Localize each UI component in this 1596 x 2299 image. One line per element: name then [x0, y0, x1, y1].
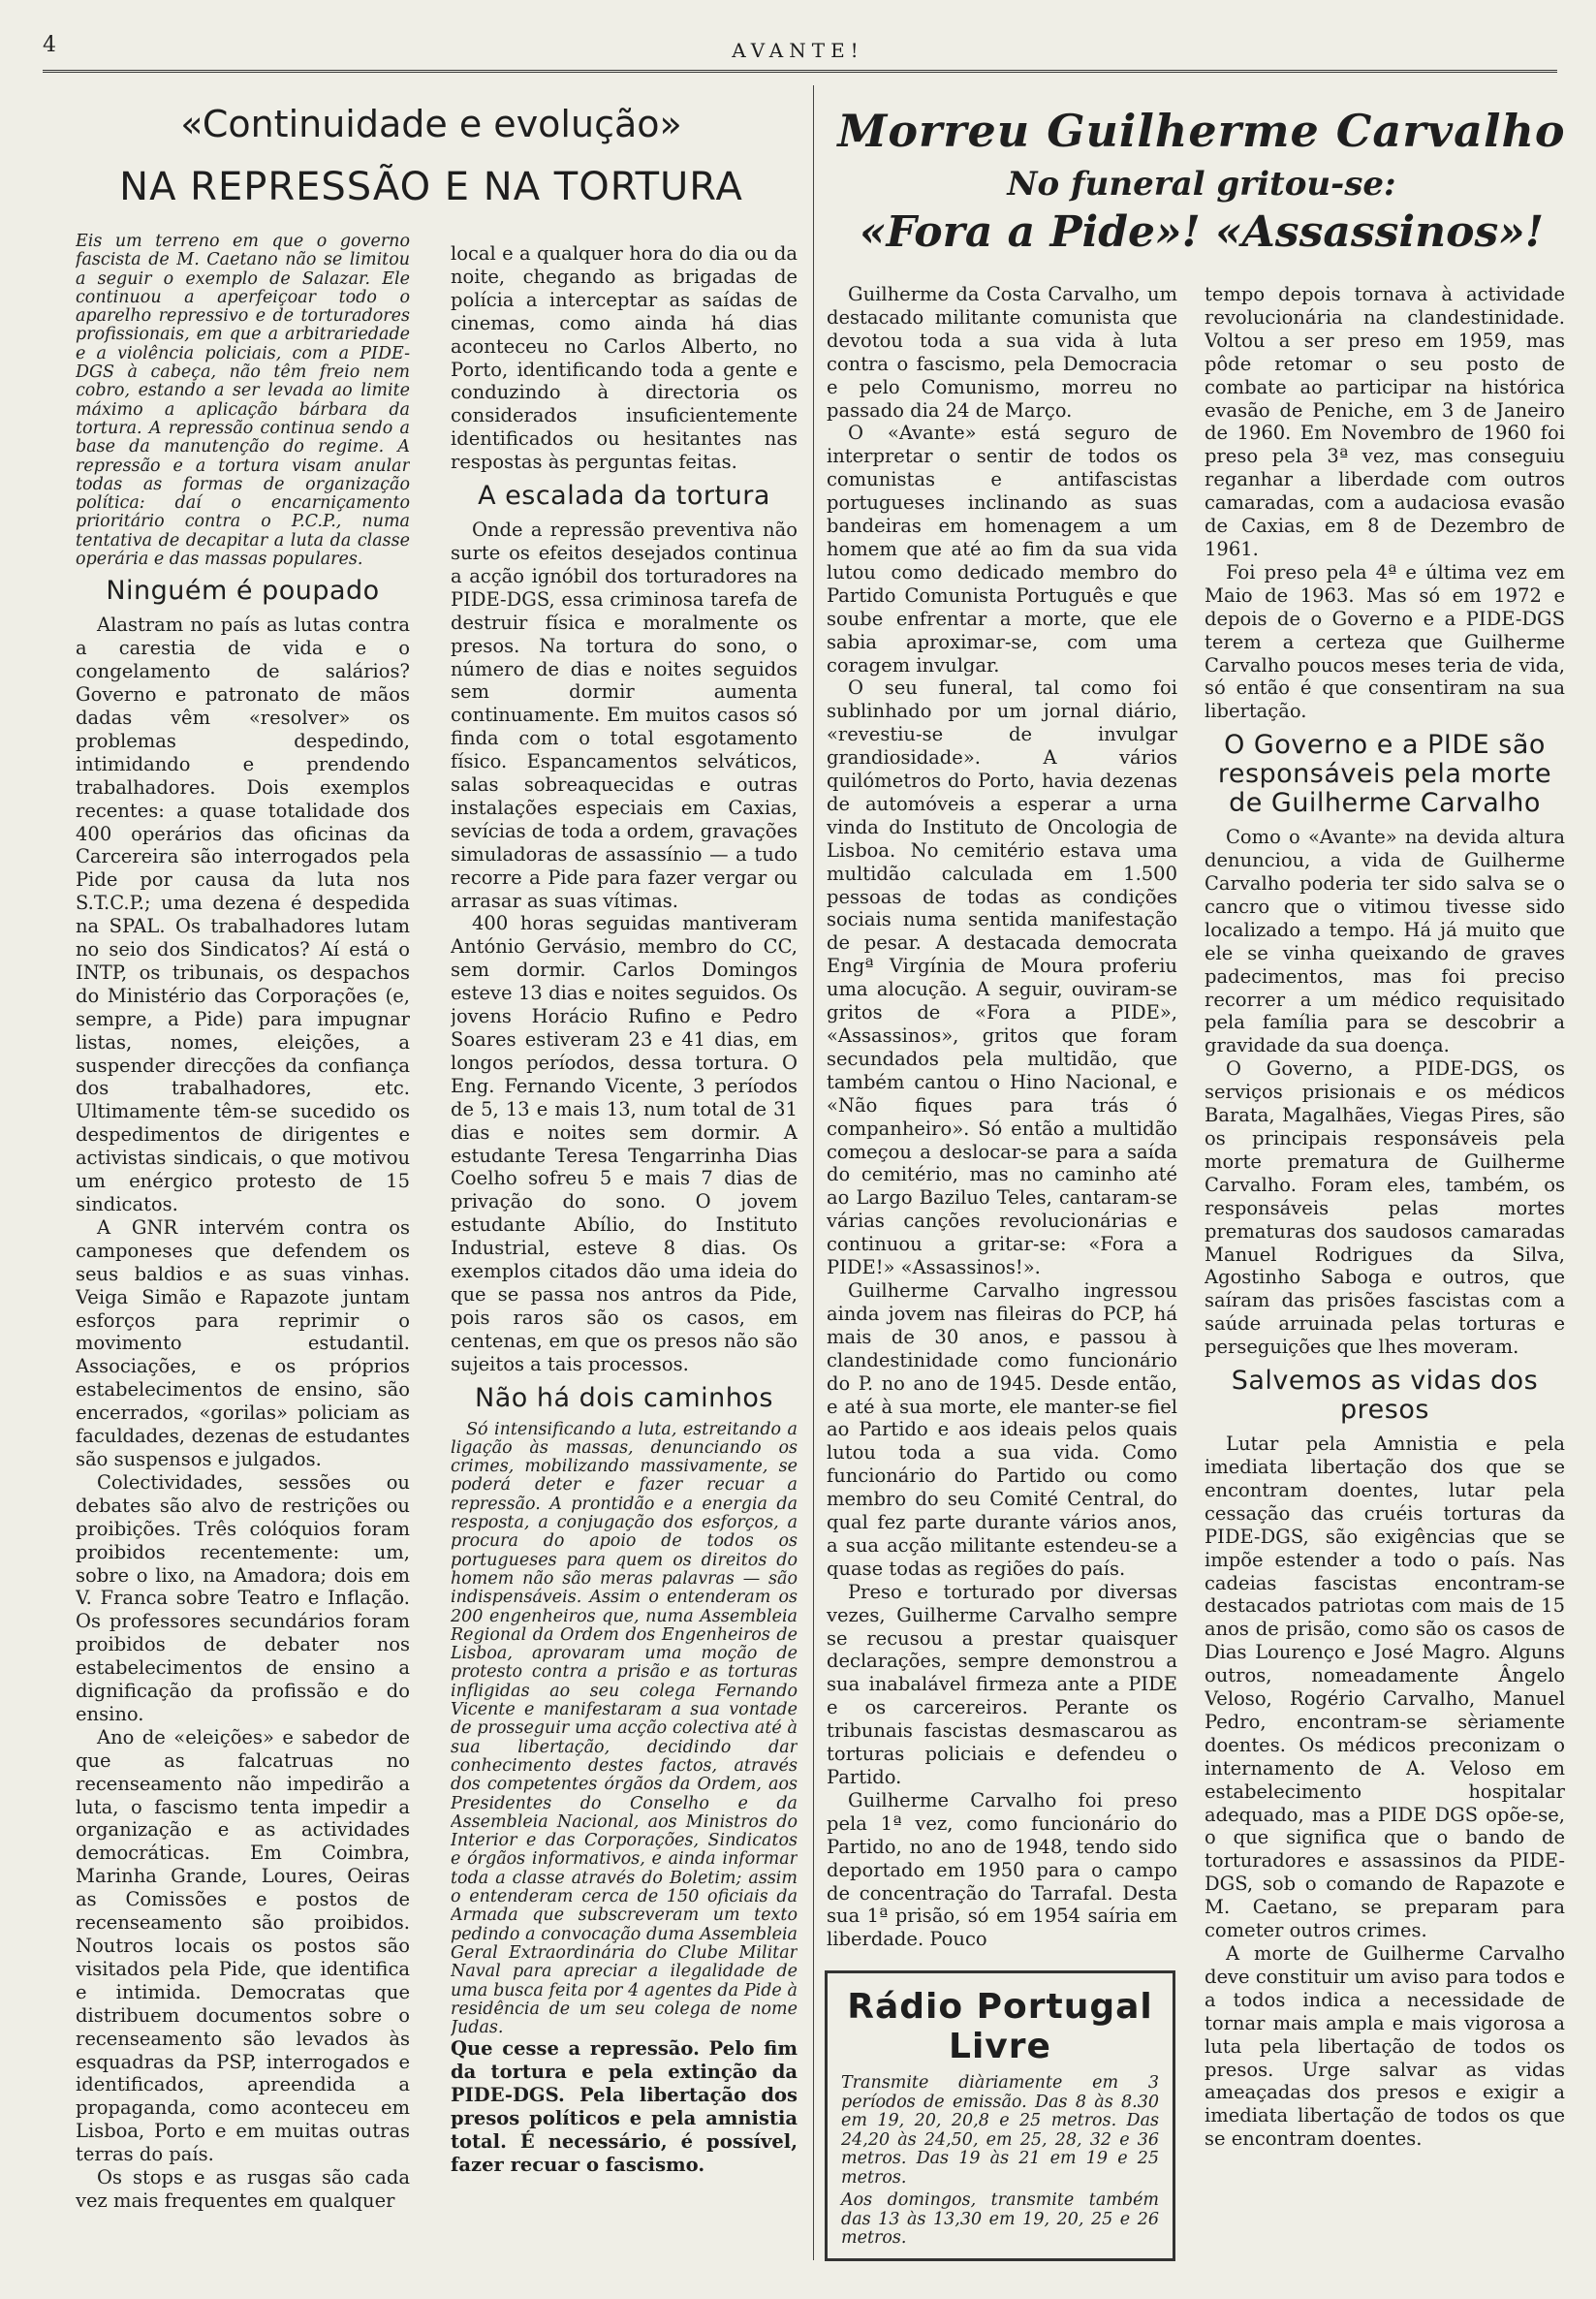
paragraph: Como o «Avante» na devida altura denunciou, a vida de Guilherme Carvalho poderia ter sido salva se o cancro que o vitimou tivesse sido localizado a tempo. Há já muito que ele se vinha queixando de graves padecimentos, mas foi preciso recorrer a um médico requisitado pela família para se descobrir a gravidade da sua doença. [1205, 826, 1565, 1057]
paragraph: Colectividades, sessões ou debates são alvo de restrições ou proibições. Três colóquios foram proibidos recentemente: um, sobre o lixo, na Amadora; dois em V. Franca sobre Teatro e Inflação. Os professores secundários foram proibidos de debater nos estabelecimentos de ensino a dignificação da profissão e do ensino. [76, 1470, 410, 1725]
lead-paragraph: Eis um terreno em que o governo fascista de M. Caetano não se limitou a seguir o exemplo de Salazar. Ele continuou a aperfeiçoar todo o aparelho repressivo e de torturadores profissionais, em que a arbitrariedade e a violência policiais, com a PIDE-DGS à cabeça, não têm freio nem cobro, estando a ser levada ao limite máximo a aplicação bárbara da tortura. A repressão continua sendo a base da manutenção do regime. A repressão e a tortura visam anular todas as formas de organização política: daí o encarniçamento prioritário contra o P.C.P., numa tentativa de decapitar a luta da classe operária e das massas populares. [76, 233, 410, 570]
column-1 [76, 233, 410, 2278]
paragraph: Os stops e as rusgas são cada vez mais frequentes em qualquer [76, 2166, 410, 2212]
subheading-governo-pide: O Governo e a PIDE são responsáveis pela morte de Guilherme Carvalho [1217, 730, 1552, 819]
subheading-caminhos: Não há dois caminhos [475, 1382, 773, 1413]
paragraph: O Governo, a PIDE-DGS, os serviços prisionais e os médicos Barata, Magalhães, Viegas Pires, são os principais responsáveis pela morte prematura de Guilherme Carvalho. Foram eles, também, os responsáveis pelas mortes prematuras dos saudosos camaradas Manuel Rodrigues da Silva, Agostinho Saboga e outros, que saíram das prisões fascistas com a saúde arruinada pelas torturas e perseguições que lhes moveram. [1205, 1057, 1565, 1359]
paragraph: 400 horas seguidas mantiveram António Gervásio, membro do CC, sem dormir. Carlos Domingos esteve 13 dias e noites seguidos. Os jovens Horácio Rufino e Pedro Soares estiveram 23 e 41 dias, em longos períodos, dessa tortura. O Eng. Fernando Vicente, 3 períodos de 5, 13 e mais 13, num total de 31 dias e noites sem dormir. A estudante Teresa Tengarrinha Dias Coelho sofreu 5 e mais 7 dias de privação do sono. O jovem estudante Abílio, do Instituto Industrial, esteve 8 dias. Os exemplos citados dão uma ideia do que se passa nos antros da Pide, pois raros são os casos, em centenas, em que os presos não são sujeitos a tais processos. [451, 912, 798, 1375]
radio-portugal-livre-box [825, 1970, 1175, 2261]
paragraph: O «Avante» está seguro de interpretar o sentir de todos os comunistas e antifascistas portugueses inclinando as suas bandeiras em homenagem a um homem que até ao fim da sua vida lutou como dedicado membro do Partido Comunista Português e que soube enfrentar a morte, que ele sabia aproximar-se, com uma coragem invulgar. [827, 422, 1177, 677]
closing-paragraph: Que cesse a repressão. Pelo fim da tortura e pela extinção da PIDE-DGS. Pela libertação dos presos políticos e pela amnistia total. É necessário, é possível, fazer recuar o fascismo. [451, 2037, 798, 2176]
paragraph: tempo depois tornava à actividade revolucionária na clandestinidade. Voltou a ser preso em 1959, mas pôde retomar o seu posto de combate ao participar na histórica evasão de Peniche, em 3 de Janeiro de 1960. Em Novembro de 1960 foi preso pela 3ª vez, mas conseguiu reganhar a liberdade com outros camaradas, com a audaciosa evasão de Caxias, em 8 de Dezembro de 1961. [1205, 283, 1565, 560]
right-subheadline-1: No funeral gritou-se: [1007, 165, 1396, 204]
paragraph: Foi preso pela 4ª e última vez em Maio de 1963. Mas só em 1972 e depois de o Governo e a PIDE-DGS terem a certeza que Guilherme Carvalho poucos meses teria de vida, só então é que consentiram na sua libertação. [1205, 560, 1565, 723]
paragraph: local e a qualquer hora do dia ou da noite, chegando as brigadas de polícia a interceptar as saídas de cinemas, como ainda há dias aconteceu no Carlos Alberto, no Porto, identificando toda a gente e conduzindo à directoria os considerados insuficientemente identificados ou hesitantes nas respostas às perguntas feitas. [451, 242, 798, 474]
paragraph: Onde a repressão preventiva não surte os efeitos desejados continua a acção ignóbil dos torturadores na PIDE-DGS, essa criminosa tarefa de destruir física e moralmente os presos. Na tortura do sono, o número de dias e noites seguidos sem dormir aumenta continuamente. Em muitos casos só finda com o total esgotamento físico. Espancamentos selváticos, salas sobreaquecidas e outras instalações especiais em Caxias, sevícias de toda a ordem, gravações simuladoras de assassínio — a tudo recorre a Pide para fazer vergar ou arrasar as suas vítimas. [451, 519, 798, 912]
paragraph: Guilherme da Costa Carvalho, um destacado militante comunista que devotou toda a sua vida à luta contra o fascismo, pela Democracia e pelo Comunismo, morreu no passado dia 24 de Março. [827, 283, 1177, 422]
paragraph: Guilherme Carvalho ingressou ainda jovem nas fileiras do PCP, há mais de 30 anos, e passou à clandestinidade como funcionário do P. no ano de 1945. Desde então, e até à sua morte, ele manter-se fiel ao Partido e aos ideais pelos quais lutou toda a sua vida. Como funcionário do Partido ou como membro do seu Comité Central, do qual fez parte durante vários anos, a sua acção militante estendeu-se a quase todas as regiões do país. [827, 1278, 1177, 1580]
page-number: 4 [43, 33, 56, 57]
column-4 [1205, 283, 1565, 2278]
paragraph: A GNR intervém contra os camponeses que defendem os seus baldios e as suas vinhas. Veiga Simão e Rapazote juntam esforços para reprimir o movimento estudantil. Associações, e os próprios estabelecimentos de ensino, são encerrados, «gorilas» policiam as faculdades, dezenas de estudantes são suspensos e julgados. [76, 1215, 410, 1470]
top-rule [43, 70, 1557, 73]
right-subheadline-2: «Fora a Pide»! «Assassinos»! [859, 207, 1545, 257]
left-headline-1: «Continuidade e evolução» [180, 103, 682, 145]
paragraph: Preso e torturado por diversas vezes, Guilherme Carvalho sempre se recusou a prestar quaisquer declarações, sempre demonstrou a sua inabalável firmeza ante a PIDE e os carcereiros. Perante os tribunais fascistas desmascarou as torturas policiais e defendeu o Partido. [827, 1580, 1177, 1788]
column-divider [813, 85, 814, 2260]
column-3 [827, 283, 1177, 1960]
radio-sunday-schedule: Aos domingos, transmite também das 13 às 13,30 em 19, 20, 25 e 26 metros. [841, 2190, 1159, 2248]
left-headline-2: NA REPRESSÃO E NA TORTURA [119, 165, 743, 209]
radio-box-title: Rádio Portugal Livre [847, 1987, 1153, 2066]
subheading-ninguem: Ninguém é poupado [106, 576, 380, 607]
subheading-salvemos: Salvemos as vidas dos presos [1231, 1366, 1539, 1426]
paragraph: A morte de Guilherme Carvalho deve constituir um aviso para todos e a todos indica a necessidade de tornar mais ampla e mais vigorosa a luta pela libertação de todos os presos. Urge salvar as vidas ameaçadas dos presos e exigir a imediata libertação de todos os que se encontram doentes. [1205, 1942, 1565, 2151]
paragraph: Alastram no país as lutas contra a carestia de vida e o congelamento de salários? Governo e patronato de mãos dadas vêm «resolver» os problemas despedindo, intimidando e prendendo trabalhadores. Dois exemplos recentes: a quase totalidade dos 400 operários das oficinas da Carcereira são interrogados pela Pide por causa da luta nos S.T.C.P.; uma dezena é despedida na SPAL. Os trabalhadores lutam no seio dos Sindicatos? Aí está o INTP, os tribunais, os despachos do Ministério das Corporações (e, sempre, a Pide) para impugnar listas, nomes, eleições, a suspender direcções da confiança dos trabalhadores, etc. Ultimamente têm-se sucedido os despedimentos de dirigentes e activistas sindicais, o que motivou um enérgico protesto de 15 sindicatos. [76, 614, 410, 1215]
italic-block: Só intensificando a luta, estreitando a ligação às massas, denunciando os crimes, mobilizando massivamente, se poderá deter e fazer recuar a repressão. A prontidão e a energia da resposta, a conjugação dos esforços, a procura do apoio de todos os portugueses para quem os direitos do homem não são meras palavras — são indispensáveis. Assim o entenderam os 200 engenheiros que, numa Assembleia Regional da Ordem dos Engenheiros de Lisboa, aprovaram uma moção de protesto contra a prisão e as torturas infligidas ao seu colega Fernando Vicente e manifestaram a sua vontade de prosseguir uma acção colectiva até à sua libertação, decidindo dar conhecimento destes factos, através dos competentes órgãos da Ordem, aos Presidentes do Conselho e da Assembleia Nacional, aos Ministros do Interior e das Corporações, Sindicatos e órgãos informativos, e ainda informar toda a classe através do Boletim; assim o entenderam cerca de 150 oficiais da Armada que subscreveram um texto pedindo a convocação duma Assembleia Geral Extraordinária do Clube Militar Naval para apreciar a ilegalidade de uma busca feita por 4 agentes da Pide à residência de um seu colega de nome Judas. [451, 1419, 798, 2038]
masthead: AVANTE! [732, 39, 864, 62]
right-headline: Morreu Guilherme Carvalho [837, 105, 1566, 157]
radio-schedule: Transmite diàriamente em 3 períodos de emissão. Das 8 às 8.30 em 19, 20, 20,8 e 25 metros. Das 24,20 às 24,50, em 25, 28, 32 e 36 metros. Das 19 às 21 em 19 e 25 metros. [841, 2073, 1159, 2188]
paragraph: Guilherme Carvalho foi preso pela 1ª vez, como funcionário do Partido, no ano de 1948, tendo sido deportado em 1950 para o campo de concentração do Tarrafal. Desta sua 1ª prisão, só em 1954 saíria em liberdade. Pouco [827, 1788, 1177, 1951]
paragraph: Lutar pela Amnistia e pela imediata libertação dos que se encontram doentes, lutar pela cessação das cruéis torturas da PIDE-DGS, são exigências que se impõe estender a todo o país. Nas cadeias fascistas encontram-se destacados patriotas com mais de 15 anos de prisão, como são os casos de Dias Lourenço e José Magro. Alguns outros, nomeadamente Ângelo Veloso, Rogério Carvalho, Manuel Pedro, encontram-se sèriamente doentes. Os médicos preconizam o internamento de A. Veloso em estabelecimento hospitalar adequado, mas a PIDE DGS opõe-se, o que significa que o bando de torturadores e assassinos da PIDE-DGS, sob o comando de Rapazote e M. Caetano, se preparam para cometer outros crimes. [1205, 1433, 1565, 1942]
paragraph: Ano de «eleições» e sabedor de que as falcatruas no recenseamento não impedirão a luta, o fascismo tenta impedir a organização e as actividades democráticas. Em Coimbra, Marinha Grande, Loures, Oeiras as Comissões e postos de recenseamento são proibidos. Noutros locais os postos são visitados pela Pide, que identifica e intimida. Democratas que distribuem documentos sobre o recenseamento são levados às esquadras da PSP, interrogados e identificados, apreendida a propaganda, como aconteceu em Lisboa, Porto e em muitas outras terras do país. [76, 1725, 410, 2166]
subheading-escalada: A escalada da tortura [478, 481, 770, 512]
paragraph: O seu funeral, tal como foi sublinhado por um jornal diário, «revestiu-se de invulgar grandiosidade». A vários quilómetros do Porto, havia dezenas de automóveis a esperar a urna vinda do Instituto de Oncologia de Lisboa. No cemitério estava uma multidão calculada em 1.500 pessoas de todas as condições sociais numa sentida manifestação de pesar. A destacada democrata Engª Virgínia de Moura proferiu uma alocução. A seguir, ouviram-se gritos de «Fora a PIDE», «Assassinos», gritos que foram secundados pela multidão, que também cantou o Hino Nacional, e «Não fiques para trás ó companheiro». Só então a multidão começou a deslocar-se para a saída do cemitério, mas no caminho até ao Largo Baziluo Teles, cantaram-se várias canções revolucionárias e continuou a gritar-se: «Fora a PIDE!» «Assassinos!». [827, 677, 1177, 1279]
column-2 [451, 242, 798, 2278]
